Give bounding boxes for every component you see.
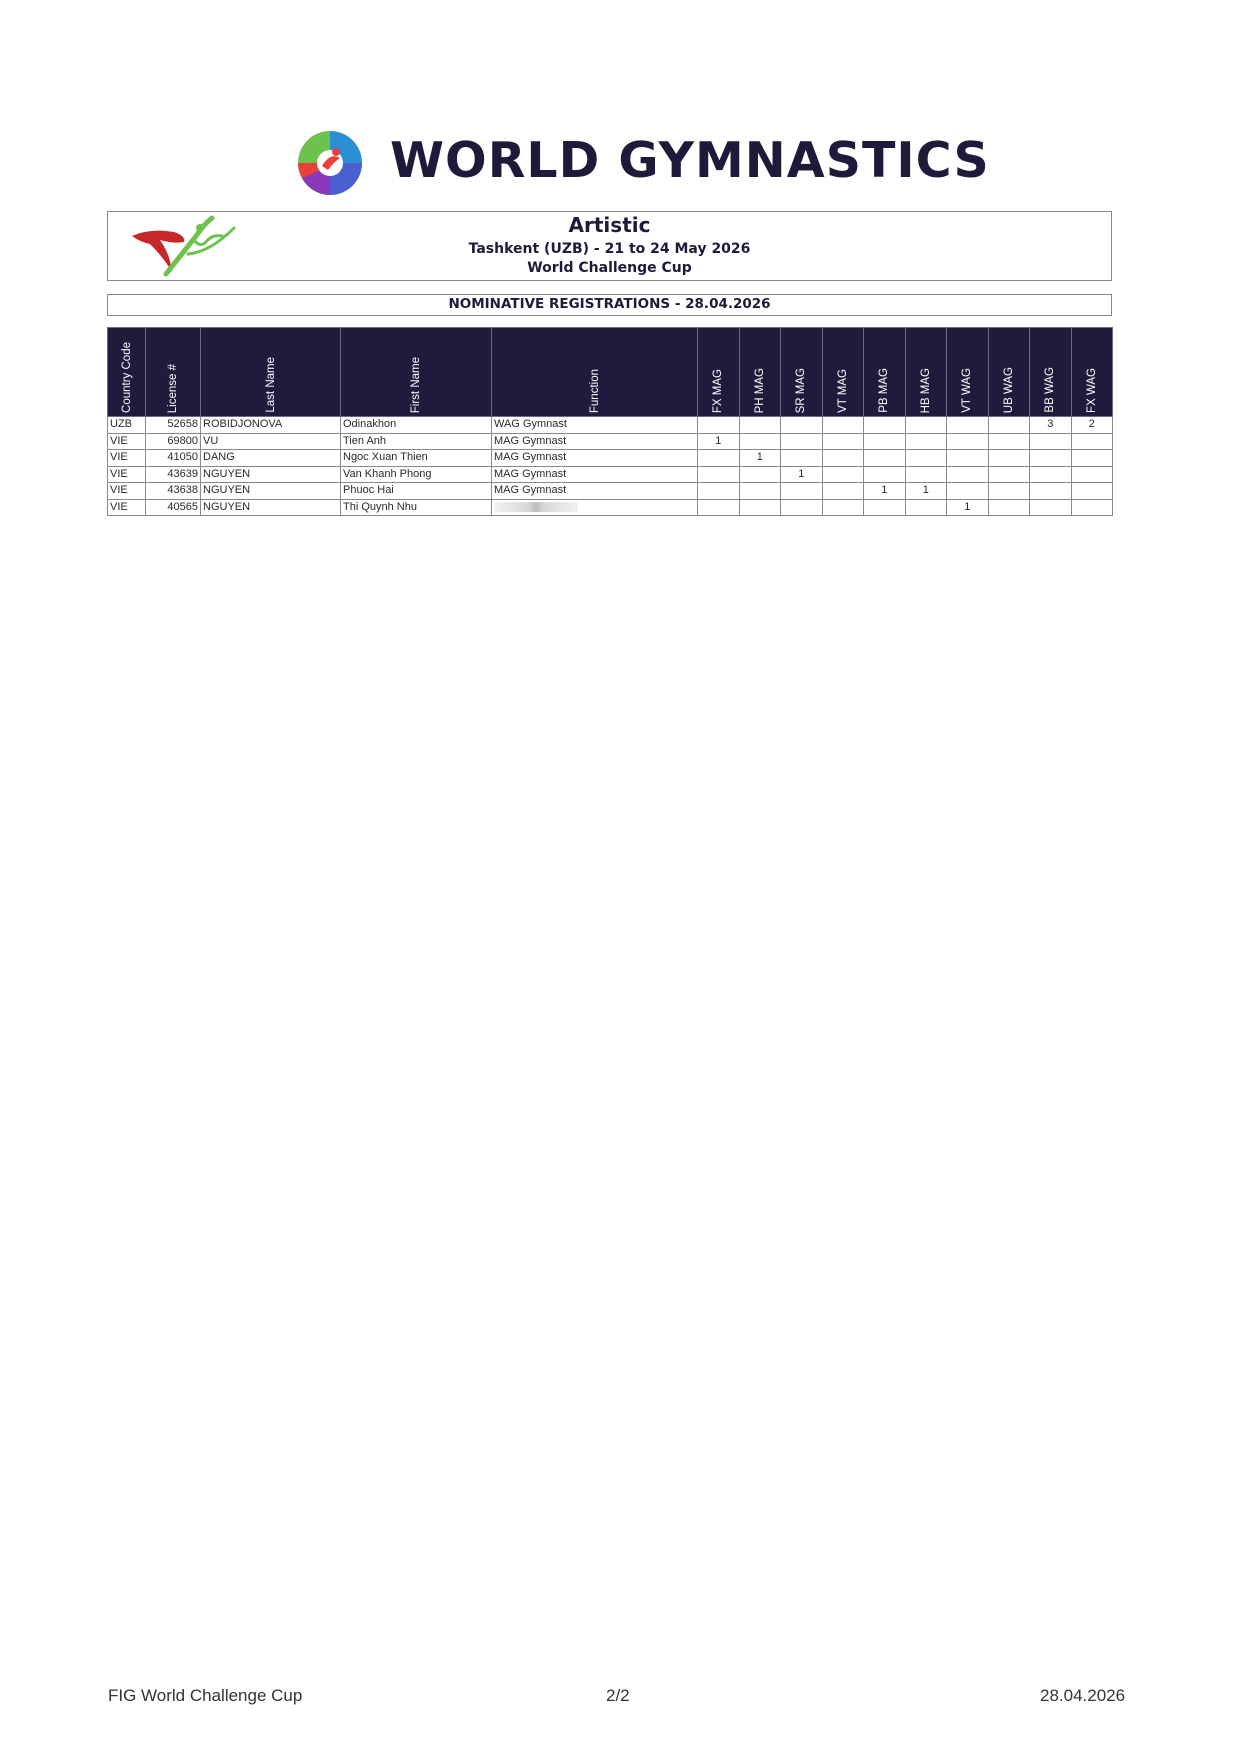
event-cell [988,450,1030,467]
footer-date: 28.04.2026 [1040,1686,1126,1705]
function-redacted [492,499,698,516]
function: WAG Gymnast [492,417,698,434]
country-code: VIE [108,483,146,500]
event-cell [947,417,989,434]
column-header: HB MAG [905,328,947,417]
last-name: NGUYEN [201,466,341,483]
event-cell [988,433,1030,450]
country-code: VIE [108,433,146,450]
column-header: License # [146,328,201,417]
event-cell [822,433,864,450]
event-cell: 1 [905,483,947,500]
event-cell: 1 [864,483,906,500]
event-cell [905,499,947,516]
license-number: 69800 [146,433,201,450]
event-cell [739,433,781,450]
event-cell [864,417,906,434]
event-cell [988,466,1030,483]
last-name: NGUYEN [201,483,341,500]
event-cell [947,466,989,483]
event-cell: 1 [781,466,823,483]
column-header: BB WAG [1030,328,1072,417]
function: MAG Gymnast [492,450,698,467]
event-cell [864,433,906,450]
event-cell: 3 [1030,417,1072,434]
license-number: 43638 [146,483,201,500]
column-header: SR MAG [781,328,823,417]
event-cell [988,483,1030,500]
event-cell: 1 [739,450,781,467]
column-header: PH MAG [739,328,781,417]
table-row [108,483,1113,500]
event-cell [1071,499,1113,516]
first-name: Ngoc Xuan Thien [341,450,492,467]
column-header: Country Code [108,328,146,417]
table-row [108,499,1113,516]
first-name: Phuoc Hai [341,483,492,500]
event-cell [698,450,740,467]
redacted-function-blur [494,502,578,512]
event-cell [1071,483,1113,500]
table-row [108,417,1113,434]
event-cell [1030,466,1072,483]
event-cell [905,466,947,483]
document-title: NOMINATIVE REGISTRATIONS - 28.04.2026 [107,294,1112,316]
country-code: VIE [108,499,146,516]
event-cell [739,417,781,434]
event-cell [864,450,906,467]
event-cell [781,499,823,516]
event-cell [822,483,864,500]
event-cell [864,466,906,483]
column-header: Function [492,328,698,417]
event-text-block [108,212,1111,276]
event-name: World Challenge Cup [527,260,692,276]
event-cell [905,417,947,434]
table-row [108,433,1113,450]
event-cell [698,466,740,483]
event-cell [698,483,740,500]
table-header-row [108,328,1113,417]
column-header: FX MAG [698,328,740,417]
event-cell [781,433,823,450]
brand-header [292,128,1012,198]
event-cell [1030,499,1072,516]
event-cell [947,483,989,500]
event-cell [1030,450,1072,467]
event-cell [905,433,947,450]
event-cell [1071,466,1113,483]
registrations-table [107,327,1113,516]
table-row [108,466,1113,483]
event-cell [822,417,864,434]
event-cell [739,499,781,516]
event-cell [781,483,823,500]
event-cell [822,499,864,516]
footer-event-name: FIG World Challenge Cup [108,1686,303,1705]
event-cell [822,466,864,483]
event-cell: 1 [947,499,989,516]
license-number: 40565 [146,499,201,516]
last-name: NGUYEN [201,499,341,516]
event-location-dates: Tashkent (UZB) - 21 to 24 May 2026 [468,241,751,257]
world-gymnastics-logo-icon [292,128,368,198]
country-code: UZB [108,417,146,434]
event-cell [781,417,823,434]
last-name: ROBIDJONOVA [201,417,341,434]
function: MAG Gymnast [492,483,698,500]
event-cell [947,433,989,450]
event-cell [988,499,1030,516]
event-cell [988,417,1030,434]
column-header: VT MAG [822,328,864,417]
last-name: VU [201,433,341,450]
event-cell: 1 [698,433,740,450]
event-cell: 2 [1071,417,1113,434]
event-discipline: Artistic [568,213,651,237]
column-header: FX WAG [1071,328,1113,417]
first-name: Van Khanh Phong [341,466,492,483]
event-cell [905,450,947,467]
event-header [107,211,1112,281]
country-code: VIE [108,466,146,483]
event-cell [1071,450,1113,467]
last-name: DANG [201,450,341,467]
event-cell [781,450,823,467]
event-cell [947,450,989,467]
table-row [108,450,1113,467]
first-name: Odinakhon [341,417,492,434]
column-header: UB WAG [988,328,1030,417]
first-name: Thi Quynh Nhu [341,499,492,516]
license-number: 52658 [146,417,201,434]
column-header: VT WAG [947,328,989,417]
function: MAG Gymnast [492,433,698,450]
first-name: Tien Anh [341,433,492,450]
event-cell [739,466,781,483]
column-header: First Name [341,328,492,417]
event-cell [698,499,740,516]
country-code: VIE [108,450,146,467]
event-cell [822,450,864,467]
event-cell [739,483,781,500]
event-cell [1071,433,1113,450]
event-cell [1030,483,1072,500]
event-cell [698,417,740,434]
license-number: 43639 [146,466,201,483]
column-header: PB MAG [864,328,906,417]
footer-page-number: 2/2 [606,1686,630,1705]
function: MAG Gymnast [492,466,698,483]
column-header: Last Name [201,328,341,417]
license-number: 41050 [146,450,201,467]
event-cell [864,499,906,516]
event-cell [1030,433,1072,450]
brand-name: WORLD GYMNASTICS [390,132,990,189]
